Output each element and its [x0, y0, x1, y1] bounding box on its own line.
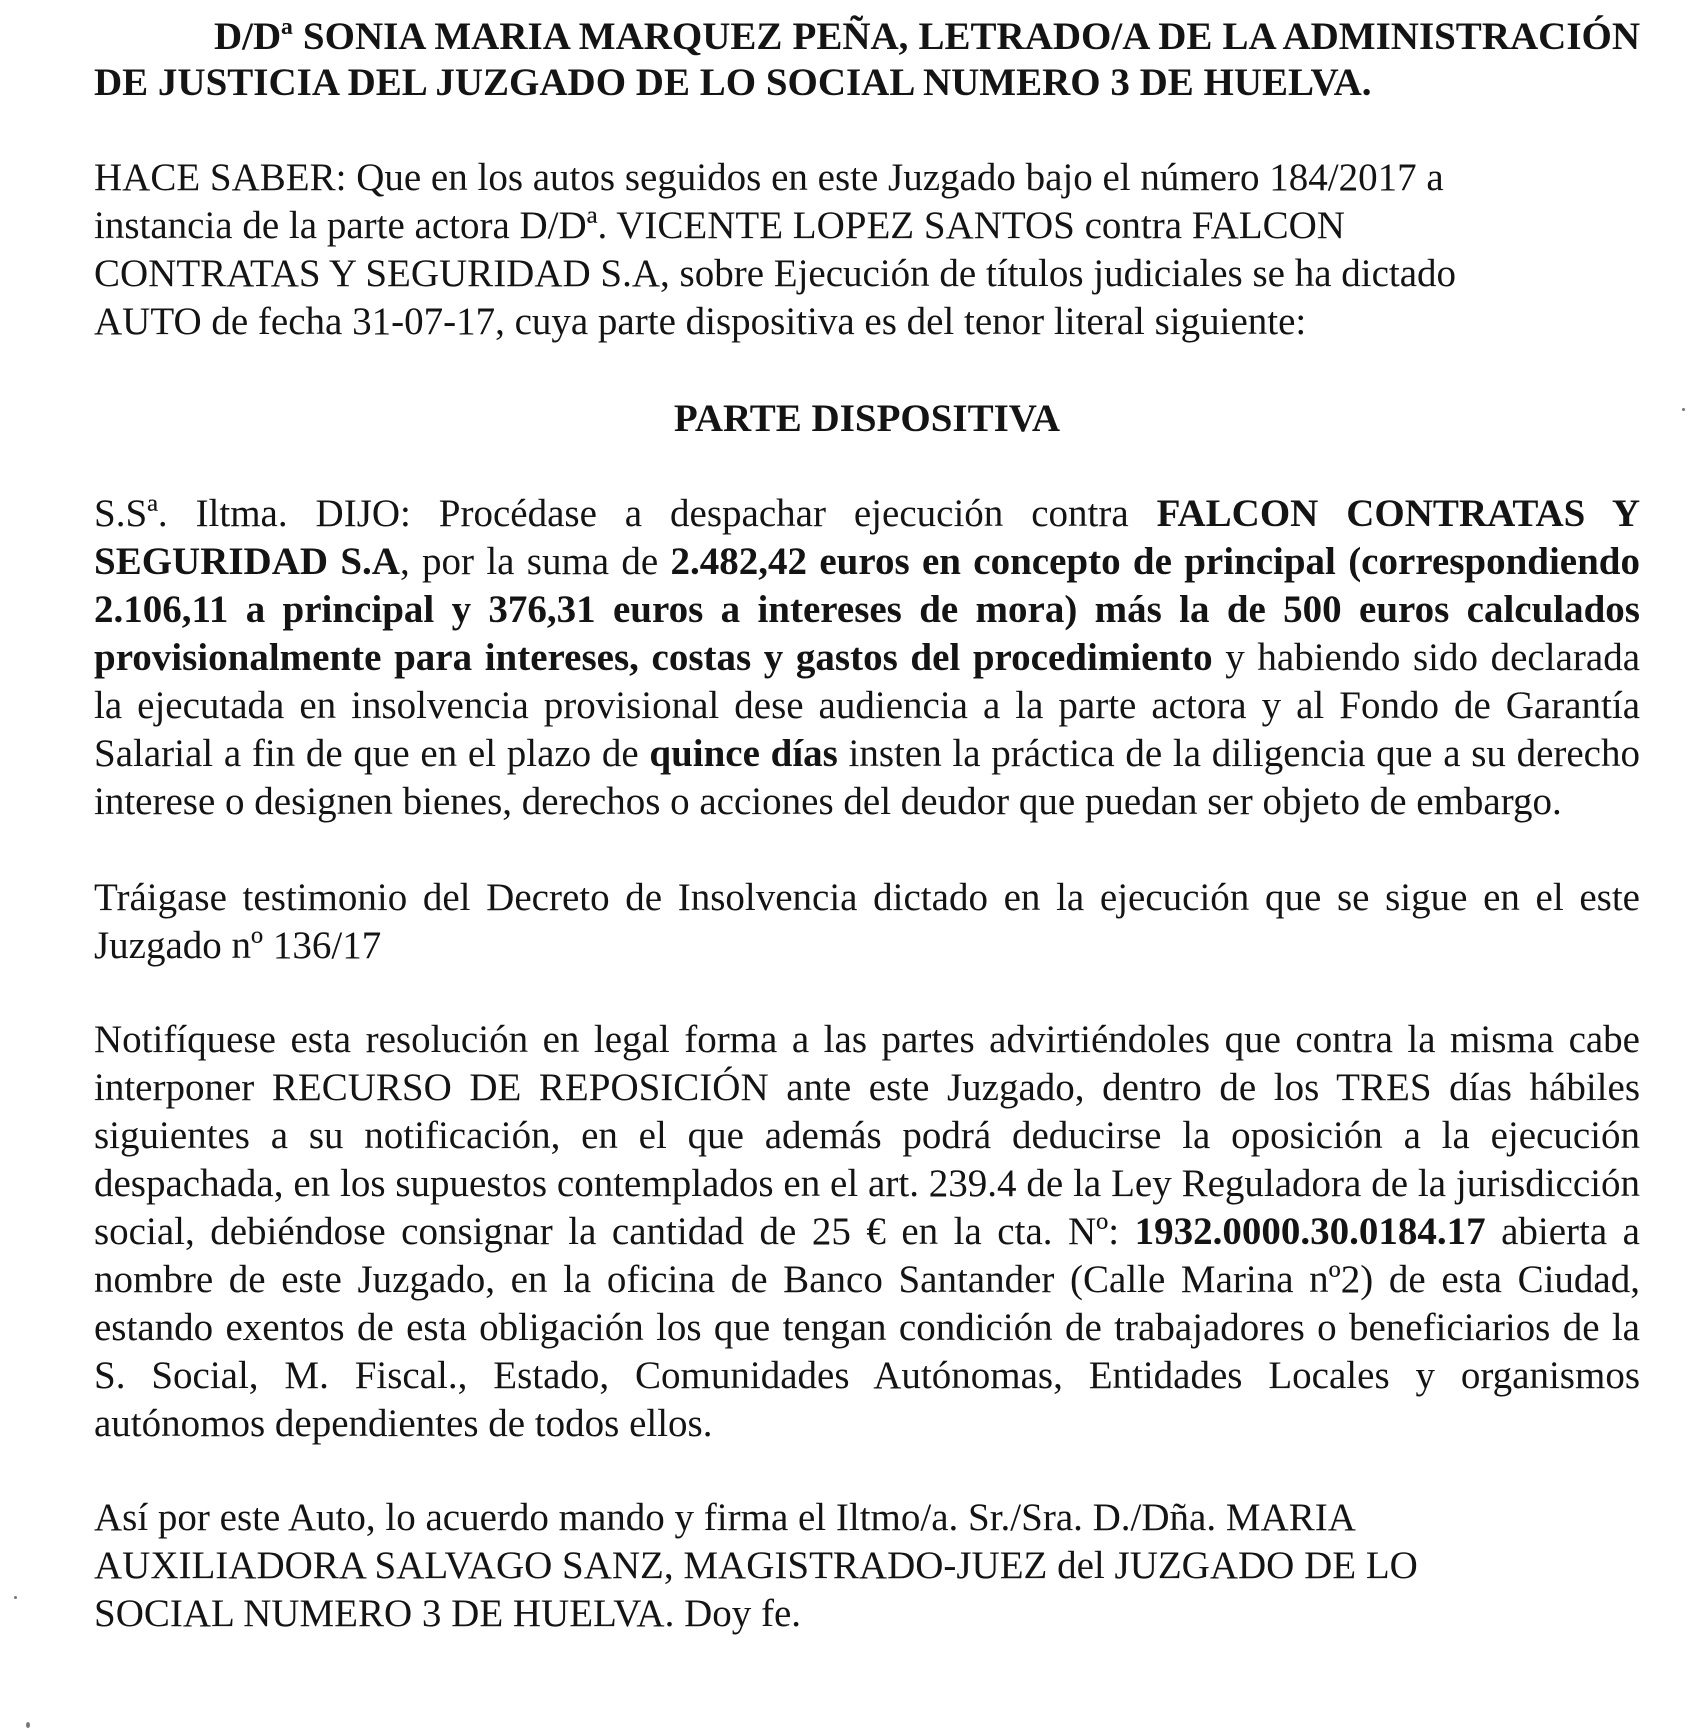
scan-speck	[1682, 408, 1685, 411]
deadline-days: quince días	[649, 732, 838, 775]
document-page	[94, 14, 1640, 1638]
amount-details: 2.482,42 euros en concepto de principal (correspondiendo 2.106,11 a principal y 376,31 euros a intereses de mora) más la de 500 euros calculados provisionalmente para intereses, costas y gastos del procedimiento	[94, 540, 1640, 679]
closing-paragraph	[94, 1494, 1640, 1638]
section-title: PARTE DISPOSITIVA	[673, 397, 1061, 440]
dispositiva-paragraph	[94, 490, 1640, 826]
document-heading: D/Dª SONIA MARIA MARQUEZ PEÑA, LETRADO/A DE LA ADMINISTRACIÓN DE JUSTICIA DEL JUZGADO DE LO SOCIAL NUMERO 3 DE HUELVA.	[94, 15, 1640, 104]
bank-account-number: 1932.0000.30.0184.17	[1134, 1210, 1486, 1253]
notifiquese-text-2: abierta a nombre de este Juzgado, en la oficina de Banco Santander (Calle Marina nº2) de esta Ciudad, estando exentos de esta obligación los que tengan condición de trabajadores o beneficiarios de la S. Social, M. Fiscal., Estado, Comunidades Autónomas, Entidades Locales y organismos autónomos dependientes de todos ellos.	[94, 1210, 1640, 1445]
dispositiva-text-2: , por la suma de	[399, 540, 671, 583]
notifiquese-paragraph	[94, 1016, 1640, 1448]
closing-line: SOCIAL NUMERO 3 DE HUELVA. Doy fe.	[94, 1592, 802, 1635]
notifiquese-text-1: Notifíquese esta resolución en legal forma a las partes advirtiéndoles que contra la misma cabe interponer RECURSO DE REPOSICIÓN ante este Juzgado, dentro de los TRES días hábiles siguientes a su notificación, en el que además podrá deducirse la oposición a la ejecución despachada, en los supuestos contemplados en el art. 239.4 de la Ley Reguladora de la jurisdicción social, debiéndose consignar la cantidad de 25 € en la cta. Nº:	[94, 1018, 1640, 1253]
closing-line: Así por este Auto, lo acuerdo mando y firma el Iltmo/a. Sr./Sra. D./Dña. MARIA	[94, 1496, 1356, 1539]
hace-saber-paragraph	[94, 154, 1640, 346]
hace-saber-line: instancia de la parte actora D/Dª. VICENTE LOPEZ SANTOS contra FALCON	[94, 204, 1345, 247]
dispositiva-text-1: S.Sª. Iltma. DIJO: Procédase a despachar ejecución contra	[94, 492, 1157, 535]
scan-speck	[14, 1596, 17, 1599]
hace-saber-line: CONTRATAS Y SEGURIDAD S.A, sobre Ejecución de títulos judiciales se ha dictado	[94, 252, 1457, 295]
defendant-name: FALCON CONTRATAS Y SEGURIDAD S.A	[94, 492, 1640, 583]
traigase-paragraph: Tráigase testimonio del Decreto de Insolvencia dictado en la ejecución que se sigue en el este Juzgado nº 136/17	[94, 876, 1640, 967]
scan-speck	[26, 1722, 30, 1728]
dispositiva-text-3: y habiendo sido declarada la ejecutada en insolvencia provisional dese audiencia a la parte actora y al Fondo de Garantía Salarial a fin de que en el plazo de	[94, 636, 1641, 775]
closing-line: AUXILIADORA SALVAGO SANZ, MAGISTRADO-JUEZ del JUZGADO DE LO	[94, 1544, 1418, 1587]
hace-saber-line: AUTO de fecha 31-07-17, cuya parte dispositiva es del tenor literal siguiente:	[94, 300, 1307, 343]
hace-saber-line: HACE SABER: Que en los autos seguidos en este Juzgado bajo el número 184/2017 a	[94, 156, 1444, 199]
dispositiva-text-4: insten la práctica de la diligencia que a su derecho interese o designen bienes, derechos o acciones del deudor que puedan ser objeto de embargo.	[94, 732, 1640, 823]
